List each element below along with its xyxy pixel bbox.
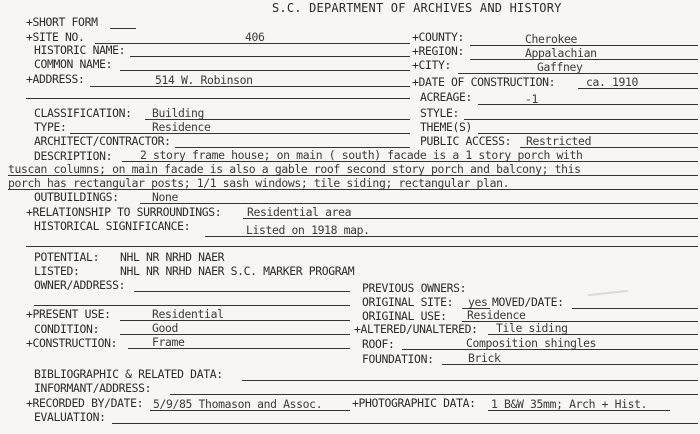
description-line-1: 2 story frame house; on main ( south) facade is a 1 story porch with bbox=[140, 148, 583, 162]
historical-significance-line-2 bbox=[26, 246, 698, 247]
type-value: Residence bbox=[152, 120, 211, 134]
description-line-2: tuscan columns; on main facade is also a gable roof second story porch and balcony; this bbox=[8, 162, 581, 176]
photographic-data-label: +PHOTOGRAPHIC DATA: bbox=[352, 396, 476, 410]
public-access-value: Restricted bbox=[526, 134, 592, 148]
outbuildings-label: OUTBUILDINGS: bbox=[34, 190, 119, 204]
public-access-label: PUBLIC ACCESS: bbox=[420, 134, 512, 148]
condition-value: Good bbox=[152, 321, 179, 335]
original-site-value: yes bbox=[468, 295, 488, 309]
recorded-by-line bbox=[150, 410, 350, 411]
acreage-line bbox=[478, 104, 698, 105]
foundation-value: Brick bbox=[468, 351, 501, 365]
classification-label: CLASSIFICATION: bbox=[34, 106, 132, 120]
condition-label: CONDITION: bbox=[34, 322, 100, 336]
acreage-value: -1 bbox=[525, 92, 539, 106]
address-second-line bbox=[26, 98, 410, 99]
classification-value: Building bbox=[152, 106, 205, 120]
description-line-3: porch has rectangular posts; 1/1 sash windows; tile siding; rectangular plan. bbox=[8, 176, 510, 190]
date-of-construction-label: +DATE OF CONSTRUCTION: bbox=[412, 75, 556, 89]
city-value: Gaffney bbox=[537, 60, 583, 74]
historical-significance-line bbox=[205, 236, 698, 237]
informant-line bbox=[170, 394, 698, 395]
moved-date-label: MOVED/DATE: bbox=[492, 295, 564, 309]
listed-options: NHL NR NRHD NAER S.C. MARKER PROGRAM bbox=[120, 264, 355, 278]
site-no-label: +SITE NO. bbox=[26, 30, 85, 44]
architect-label: ARCHITECT/CONTRACTOR: bbox=[34, 134, 171, 148]
region-label: +REGION: bbox=[412, 44, 465, 58]
photographic-data-line bbox=[488, 410, 670, 411]
informant-label: INFORMANT/ADDRESS: bbox=[34, 381, 152, 395]
historic-name-line bbox=[130, 56, 410, 57]
bibliographic-label: BIBLIOGRAPHIC & RELATED DATA: bbox=[34, 367, 223, 381]
bibliographic-line bbox=[242, 380, 698, 381]
date-of-construction-value: ca. 1910 bbox=[586, 75, 639, 89]
style-line bbox=[464, 119, 698, 120]
relationship-label: +RELATIONSHIP TO SURROUNDINGS: bbox=[26, 205, 222, 219]
address-line bbox=[90, 86, 410, 87]
relationship-value: Residential area bbox=[247, 205, 352, 219]
original-use-label: ORIGINAL USE: bbox=[362, 309, 447, 323]
faint-mark bbox=[588, 290, 628, 296]
owner-address-line bbox=[134, 291, 350, 292]
common-name-line bbox=[120, 70, 410, 71]
description-label: DESCRIPTION: bbox=[34, 149, 113, 163]
owner-address-label: OWNER/ADDRESS: bbox=[34, 278, 126, 292]
themes-label: THEME(S) bbox=[420, 120, 473, 134]
type-label: TYPE: bbox=[34, 120, 67, 134]
common-name-label: COMMON NAME: bbox=[34, 57, 113, 71]
original-site-label: ORIGINAL SITE: bbox=[362, 295, 454, 309]
evaluation-line bbox=[112, 423, 698, 424]
roof-value: Composition shingles bbox=[466, 336, 597, 350]
outbuildings-line bbox=[140, 203, 698, 204]
city-label: +CITY: bbox=[412, 58, 452, 72]
short-form-line bbox=[110, 28, 136, 29]
previous-owners-label: PREVIOUS OWNERS: bbox=[362, 281, 467, 295]
potential-label: POTENTIAL: bbox=[34, 250, 100, 264]
evaluation-label: EVALUATION: bbox=[34, 410, 106, 424]
present-use-value: Residential bbox=[152, 307, 224, 321]
historic-name-label: HISTORIC NAME: bbox=[34, 43, 126, 57]
altered-line bbox=[488, 334, 698, 335]
region-value: Appalachian bbox=[525, 46, 597, 60]
foundation-line bbox=[442, 364, 698, 365]
roof-label: ROOF: bbox=[362, 337, 395, 351]
construction-value: Frame bbox=[152, 335, 185, 349]
date-of-construction-line bbox=[578, 88, 698, 89]
style-label: STYLE: bbox=[420, 106, 460, 120]
region-line bbox=[470, 59, 698, 60]
altered-label: +ALTERED/UNALTERED: bbox=[354, 322, 478, 336]
address-label: +ADDRESS: bbox=[26, 72, 85, 86]
acreage-label: ACREAGE: bbox=[420, 90, 473, 104]
potential-options: NHL NR NRHD NAER bbox=[120, 250, 225, 264]
site-no-line bbox=[95, 43, 410, 44]
address-value: 514 W. Robinson bbox=[155, 73, 253, 87]
historical-significance-label: HISTORICAL SIGNIFICANCE: bbox=[34, 219, 191, 233]
listed-label: LISTED: bbox=[34, 264, 80, 278]
site-no-value: 406 bbox=[245, 30, 265, 44]
recorded-by-label: +RECORDED BY/DATE: bbox=[26, 396, 144, 410]
altered-value: Tile siding bbox=[496, 321, 568, 335]
photographic-data-value: 1 B&W 35mm; Arch + Hist. bbox=[491, 397, 648, 411]
outbuildings-value: None bbox=[152, 190, 179, 204]
form-title: S.C. DEPARTMENT OF ARCHIVES AND HISTORY bbox=[272, 1, 562, 15]
construction-label: +CONSTRUCTION: bbox=[26, 336, 118, 350]
construction-line bbox=[128, 348, 350, 349]
historical-significance-value: Listed on 1918 map. bbox=[246, 223, 370, 237]
relationship-line bbox=[243, 218, 698, 219]
city-line bbox=[458, 73, 698, 74]
roof-line bbox=[402, 349, 698, 350]
foundation-label: FOUNDATION: bbox=[362, 352, 434, 366]
moved-date-line bbox=[572, 308, 698, 309]
recorded-by-value: 5/9/85 Thomason and Assoc. bbox=[153, 397, 323, 411]
short-form-label: +SHORT FORM bbox=[26, 15, 98, 29]
original-use-value: Residence bbox=[467, 308, 526, 322]
county-label: +COUNTY: bbox=[412, 30, 465, 44]
owner-address-line-2 bbox=[34, 305, 350, 306]
present-use-label: +PRESENT USE: bbox=[26, 307, 111, 321]
county-value: Cherokee bbox=[525, 32, 578, 46]
